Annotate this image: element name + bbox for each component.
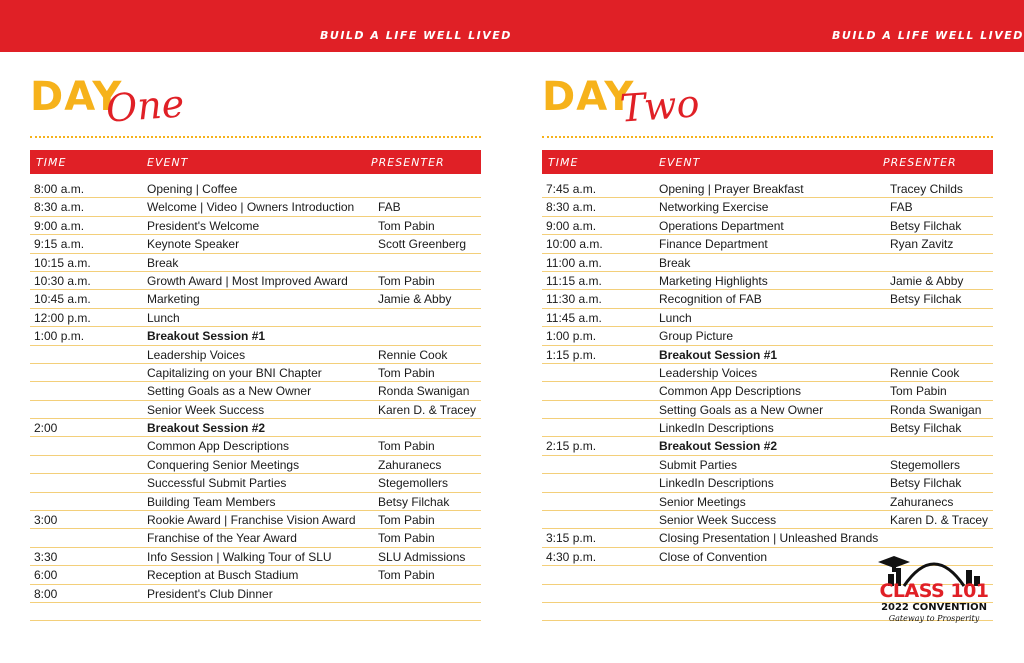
row-event: Opening | Prayer Breakfast xyxy=(659,182,804,196)
schedule-row xyxy=(30,511,481,529)
schedule-row xyxy=(542,290,993,308)
header-event: EVENT xyxy=(659,156,701,169)
row-time: 8:30 a.m. xyxy=(546,200,597,215)
row-presenter: Tom Pabin xyxy=(378,531,435,546)
row-presenter: Tom Pabin xyxy=(378,365,435,380)
day-one-table-header xyxy=(30,150,481,174)
row-presenter: Tom Pabin xyxy=(378,273,435,288)
row-presenter: Tom Pabin xyxy=(378,513,435,528)
row-time: 1:15 p.m. xyxy=(546,347,597,362)
schedule-row xyxy=(542,511,993,529)
logo-brand: CLASS 101 xyxy=(879,580,989,602)
row-presenter: Scott Greenberg xyxy=(378,237,467,252)
row-event: Breakout Session #1 xyxy=(659,347,778,362)
row-presenter: Ryan Zavitz xyxy=(890,237,954,252)
row-time: 10:00 a.m. xyxy=(546,237,603,252)
row-presenter: SLU Admissions xyxy=(378,549,466,564)
row-time: 10:15 a.m. xyxy=(34,255,91,270)
row-event: Welcome | Video | Owners Introduction xyxy=(147,200,355,215)
row-event: Operations Department xyxy=(659,218,784,233)
row-presenter: Jamie & Abby xyxy=(890,273,964,288)
row-event: President's Welcome xyxy=(147,218,260,233)
row-event: President's Club Dinner xyxy=(147,586,273,601)
schedule-row xyxy=(30,290,481,308)
row-time: 12:00 p.m. xyxy=(34,310,91,325)
schedule-row xyxy=(542,419,993,437)
row-time: 1:00 p.m. xyxy=(546,329,597,344)
row-event: Keynote Speaker xyxy=(147,237,240,252)
row-presenter: Ronda Swanigan xyxy=(378,384,470,399)
row-time: 11:45 a.m. xyxy=(546,310,602,325)
row-event: Opening | Coffee xyxy=(147,182,238,196)
schedule-row xyxy=(542,198,993,216)
schedule-row xyxy=(542,254,993,272)
row-time: 9:15 a.m. xyxy=(34,237,85,252)
schedule-row xyxy=(30,585,481,603)
schedule-row xyxy=(542,493,993,511)
schedule-row xyxy=(542,456,993,474)
row-presenter: Zahuranecs xyxy=(890,494,954,509)
schedule-row xyxy=(30,382,481,400)
schedule-row xyxy=(542,346,993,364)
row-time: 2:00 xyxy=(34,421,58,436)
row-presenter: Betsy Filchak xyxy=(890,292,962,307)
header-event: EVENT xyxy=(147,156,189,169)
row-event: Networking Exercise xyxy=(659,200,769,215)
logo-subtitle: Gateway to Prosperity xyxy=(888,614,980,623)
schedule-row xyxy=(542,327,993,345)
schedule-row xyxy=(30,548,481,566)
header-time: TIME xyxy=(548,156,579,169)
row-event: Senior Week Success xyxy=(147,402,265,417)
schedule-row xyxy=(542,364,993,382)
schedule-row xyxy=(542,272,993,290)
row-event: Common App Descriptions xyxy=(147,439,290,454)
day-two-table-header xyxy=(542,150,993,174)
row-event: Group Picture xyxy=(659,329,734,344)
row-event: Leadership Voices xyxy=(659,365,758,380)
row-event: Franchise of the Year Award xyxy=(147,531,297,546)
day-one-title xyxy=(30,70,481,132)
row-event: Break xyxy=(659,255,691,270)
row-presenter: Betsy Filchak xyxy=(378,494,450,509)
row-presenter: Zahuranecs xyxy=(378,457,442,472)
schedule-row xyxy=(30,603,481,621)
row-event: Leadership Voices xyxy=(147,347,246,362)
row-time: 9:00 a.m. xyxy=(34,218,85,233)
row-presenter: FAB xyxy=(890,200,913,215)
day-one-panel xyxy=(30,70,481,621)
row-event: Close of Convention xyxy=(659,549,768,564)
schedule-row xyxy=(542,235,993,253)
row-event: Reception at Busch Stadium xyxy=(147,568,299,583)
row-event: Senior Week Success xyxy=(659,513,777,528)
schedule-row xyxy=(30,474,481,492)
row-time: 4:30 p.m. xyxy=(546,549,597,564)
row-event: Recognition of FAB xyxy=(659,292,762,307)
header-time: TIME xyxy=(36,156,67,169)
schedule-row xyxy=(30,419,481,437)
schedule-row xyxy=(542,529,993,547)
row-event: Break xyxy=(147,255,179,270)
row-time: 7:45 a.m. xyxy=(546,182,597,196)
header-presenter: PRESENTER xyxy=(883,156,957,169)
row-time: 10:45 a.m. xyxy=(34,292,91,307)
row-event: Finance Department xyxy=(659,237,768,252)
schedule-row xyxy=(30,456,481,474)
row-presenter: Ronda Swanigan xyxy=(890,402,982,417)
schedule-row xyxy=(30,198,481,216)
row-time: 8:30 a.m. xyxy=(34,200,85,215)
row-presenter: Tom Pabin xyxy=(378,568,435,583)
row-presenter: Betsy Filchak xyxy=(890,476,962,491)
row-event: Building Team Members xyxy=(147,494,276,509)
row-presenter: Karen D. & Tracey xyxy=(378,402,477,417)
schedule-row xyxy=(542,437,993,455)
row-presenter: Rennie Cook xyxy=(378,347,448,362)
row-presenter: Karen D. & Tracey xyxy=(890,513,989,528)
row-event: Marketing Highlights xyxy=(659,273,768,288)
row-time: 11:15 a.m. xyxy=(546,273,602,288)
row-event: Info Session | Walking Tour of SLU xyxy=(147,549,332,564)
tagline-right: BUILD A LIFE WELL LIVED xyxy=(832,29,1024,42)
schedule-row xyxy=(30,272,481,290)
schedule-row xyxy=(542,309,993,327)
schedule-row xyxy=(542,180,993,198)
row-event: Marketing xyxy=(147,292,200,307)
row-event: Setting Goals as a New Owner xyxy=(659,402,824,417)
row-time: 10:30 a.m. xyxy=(34,273,91,288)
day-two-script: Two xyxy=(618,81,701,131)
schedule-row xyxy=(30,235,481,253)
row-presenter: Stegemollers xyxy=(378,476,449,491)
row-time: 11:00 a.m. xyxy=(546,255,602,270)
row-presenter: Tom Pabin xyxy=(378,218,435,233)
schedule-row xyxy=(30,309,481,327)
logo-convention: 2022 CONVENTION xyxy=(881,602,987,613)
schedule-row xyxy=(30,254,481,272)
day-one-schedule xyxy=(30,180,481,621)
row-event: Capitalizing on your BNI Chapter xyxy=(147,365,322,380)
schedule-row xyxy=(30,401,481,419)
row-presenter: Tracey Childs xyxy=(890,182,963,196)
schedule-row xyxy=(30,566,481,584)
schedule-row xyxy=(30,529,481,547)
row-presenter: Stegemollers xyxy=(890,457,961,472)
row-time: 3:00 xyxy=(34,513,58,528)
row-event: Breakout Session #2 xyxy=(659,439,778,454)
day-two-panel xyxy=(542,70,993,621)
row-time: 9:00 a.m. xyxy=(546,218,597,233)
schedule-row xyxy=(542,217,993,235)
row-time: 11:30 a.m. xyxy=(546,292,602,307)
schedule-row xyxy=(542,401,993,419)
row-presenter: Tom Pabin xyxy=(378,439,435,454)
day-one-script: One xyxy=(104,81,186,131)
schedule-row xyxy=(542,474,993,492)
schedule-row xyxy=(30,437,481,455)
dotted-divider xyxy=(30,136,481,138)
row-event: Growth Award | Most Improved Award xyxy=(147,273,348,288)
row-event: Breakout Session #1 xyxy=(147,329,266,344)
row-time: 6:00 xyxy=(34,568,58,583)
row-event: Rookie Award | Franchise Vision Award xyxy=(147,513,356,528)
row-event: Submit Parties xyxy=(659,457,738,472)
row-presenter: Betsy Filchak xyxy=(890,218,962,233)
schedule-row xyxy=(30,327,481,345)
row-time: 8:00 a.m. xyxy=(34,182,85,196)
top-banner xyxy=(0,0,1024,52)
row-presenter: Rennie Cook xyxy=(890,365,960,380)
schedule-row xyxy=(30,493,481,511)
row-event: Setting Goals as a New Owner xyxy=(147,384,312,399)
row-event: LinkedIn Descriptions xyxy=(659,476,774,491)
tagline-left: BUILD A LIFE WELL LIVED xyxy=(320,29,512,42)
schedule-row xyxy=(542,382,993,400)
row-event: Closing Presentation | Unleashed Brands xyxy=(659,531,879,546)
dotted-divider xyxy=(542,136,993,138)
header-presenter: PRESENTER xyxy=(371,156,445,169)
schedule-row xyxy=(30,180,481,198)
day-two-word: DAY xyxy=(542,74,635,120)
row-time: 3:15 p.m. xyxy=(546,531,597,546)
schedule-row xyxy=(30,217,481,235)
schedule-row xyxy=(30,364,481,382)
row-time: 2:15 p.m. xyxy=(546,439,597,454)
row-presenter: FAB xyxy=(378,200,401,215)
convention-logo xyxy=(874,548,994,628)
row-event: Lunch xyxy=(147,310,180,325)
day-two-title xyxy=(542,70,993,132)
row-event: LinkedIn Descriptions xyxy=(659,421,774,436)
row-time: 3:30 xyxy=(34,549,58,564)
schedule-row xyxy=(30,346,481,364)
row-event: Breakout Session #2 xyxy=(147,421,266,436)
row-presenter: Betsy Filchak xyxy=(890,421,962,436)
row-event: Senior Meetings xyxy=(659,494,746,509)
row-event: Common App Descriptions xyxy=(659,384,802,399)
row-time: 1:00 p.m. xyxy=(34,329,85,344)
row-presenter: Jamie & Abby xyxy=(378,292,452,307)
day-one-word: DAY xyxy=(30,74,123,120)
row-event: Conquering Senior Meetings xyxy=(147,457,300,472)
row-event: Successful Submit Parties xyxy=(147,476,287,491)
row-presenter: Tom Pabin xyxy=(890,384,947,399)
row-time: 8:00 xyxy=(34,586,58,601)
row-event: Lunch xyxy=(659,310,692,325)
